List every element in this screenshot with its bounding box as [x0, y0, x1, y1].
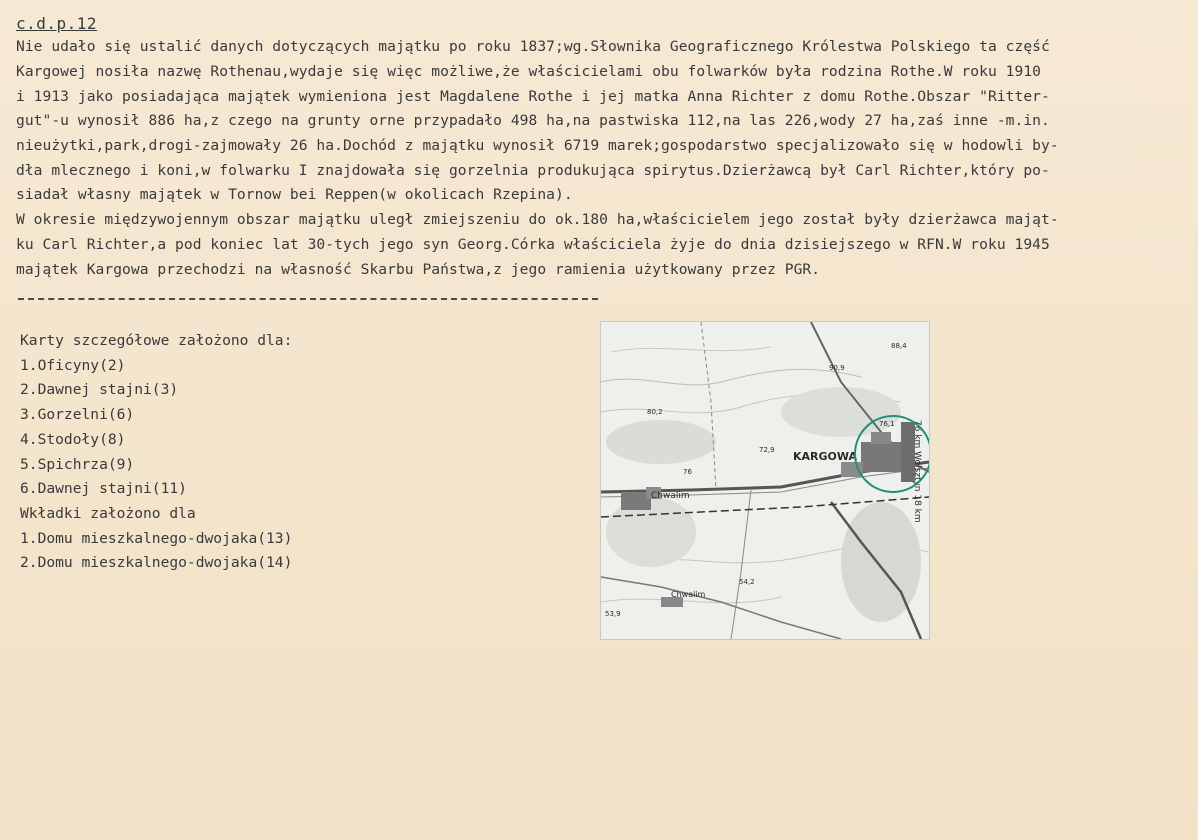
- text-line: siadał własny majątek w Tornow bei Reppen(w okolicach Rzepina).: [16, 186, 573, 203]
- list-item: 2.Dawnej stajni(3): [20, 381, 179, 399]
- list-item: 1.Oficyny(2): [20, 356, 126, 374]
- list-item: 6.Dawnej stajni(11): [20, 480, 187, 498]
- list-heading: Karty szczegółowe założono dla:: [20, 332, 293, 349]
- map-drawing: [601, 322, 929, 639]
- card-reference-number: c.d.p.12: [16, 14, 98, 33]
- text-line: gut"-u wynosił 886 ha,z czego na grunty orne przypadało 498 ha,na pastwiska 112,na las 226,wody 27 ha,zaś inne -m.in.: [16, 112, 1050, 129]
- location-map: [600, 321, 930, 640]
- map-spot-height: 80,2: [647, 408, 663, 416]
- list-item: 1.Domu mieszkalnego-dwojaka(13): [20, 529, 293, 547]
- list-item: 3.Gorzelni(6): [20, 406, 135, 424]
- map-spot-height: 90,9: [829, 364, 845, 372]
- detail-cards-list: [20, 329, 292, 576]
- map-village-label-2: Chwalim: [671, 590, 706, 599]
- dashed-divider: [18, 298, 598, 300]
- text-line: nieużytki,park,drogi-zajmowały 26 ha.Dochód z majątku wynosił 6719 marek;gospodarstwo specjalizowało się w hodowli by-: [16, 137, 1059, 154]
- map-side-label: 76 km Wolsztyn 18 km: [912, 420, 922, 523]
- text-line: majątek Kargowa przechodzi na własność Skarbu Państwa,z jego ramienia użytkowany przez PGR.: [16, 261, 821, 278]
- text-line: Kargowej nosiła nazwę Rothenau,wydaje się więc możliwe,że właścicielami obu folwarków była rodzina Rothe.W roku 1910: [16, 63, 1041, 80]
- text-line: ku Carl Richter,a pod koniec lat 30-tych jego syn Georg.Córka właściciela żyje do dnia dzisiejszego w RFN.W roku 1945: [16, 236, 1050, 253]
- text-line: i 1913 jako posiadająca majątek wymieniona jest Magdalene Rothe i jej matka Anna Richter z domu Rothe.Obszar "Ritter-: [16, 88, 1050, 105]
- map-spot-height: 72,9: [759, 446, 775, 454]
- text-line: W okresie międzywojennym obszar majątku uległ zmiejszeniu do ok.180 ha,właścicielem jego został były dzierżawca mająt-: [16, 211, 1059, 228]
- list-subheading: Wkładki założono dla: [20, 504, 196, 522]
- map-spot-height: 76: [683, 468, 692, 476]
- map-spot-height: 88,4: [891, 342, 907, 350]
- list-item: 5.Spichrza(9): [20, 455, 135, 473]
- map-town-label: KARGOWA: [793, 450, 858, 463]
- text-line: dła mlecznego i koni,w folwarku I znajdowała się gorzelnia produkująca spirytus.Dzierżawcą był Carl Richter,który po-: [16, 162, 1050, 179]
- text-line: Nie udało się ustalić danych dotyczących majątku po roku 1837;wg.Słownika Geograficznego Królestwa Polskiego ta część: [16, 38, 1050, 55]
- map-spot-height: 53,9: [605, 610, 621, 618]
- list-item: 2.Domu mieszkalnego-dwojaka(14): [20, 554, 293, 572]
- map-spot-height: 76,1: [879, 420, 895, 428]
- list-item: 4.Stodoły(8): [20, 430, 126, 448]
- map-village-label: Chwalim: [651, 491, 690, 501]
- map-spot-height: 54,2: [739, 578, 755, 586]
